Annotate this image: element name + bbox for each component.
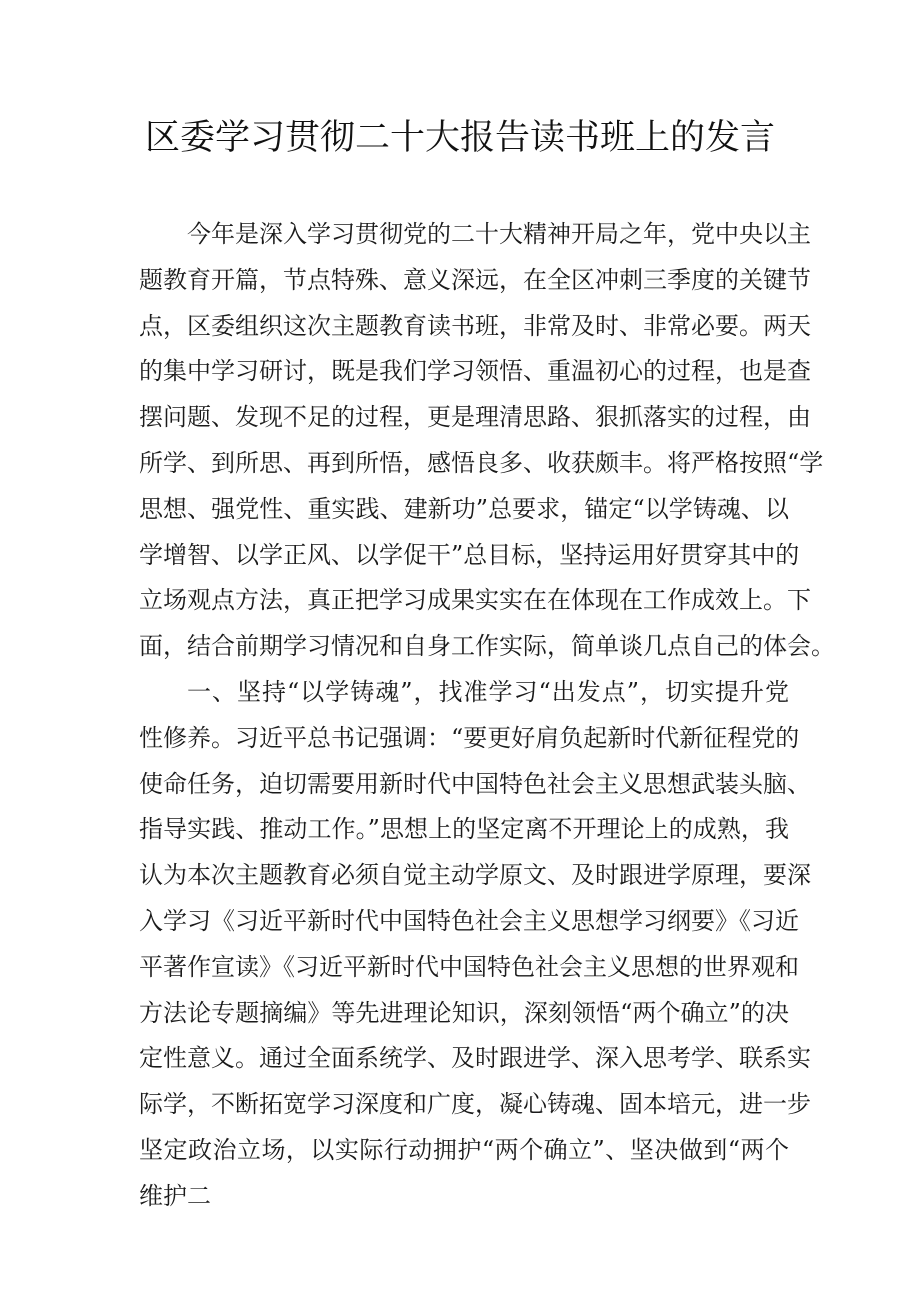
document-title: 区委学习贯彻二十大报告读书班上的发言 [144, 118, 775, 158]
paragraph-line: 使命任务，迫切需要用新时代中国特色社会主义思想武装头脑、 [139, 769, 811, 798]
paragraph-line: 维护二 [139, 1181, 211, 1210]
paragraph-line: 面，结合前期学习情况和自身工作实际，简单谈几点自己的体会。 [139, 632, 835, 661]
paragraph-line: 点，区委组织这次主题教育读书班，非常及时、非常必要。两天 [139, 311, 811, 340]
paragraph-line: 坚定政治立场，以实际行动拥护“两个确立”、坚决做到“两个 [139, 1135, 789, 1164]
paragraph-line: 的集中学习研讨，既是我们学习领悟、重温初心的过程，也是查 [139, 357, 811, 386]
paragraph-line: 性修养。习近平总书记强调：“要更好肩负起新时代新征程党的 [139, 723, 800, 752]
document-body [139, 212, 835, 1220]
paragraph-line: 一、坚持“以学铸魂”，找准学习“出发点”，切实提升党 [187, 677, 789, 706]
paragraph-line: 题教育开篇，节点特殊、意义深远，在全区冲刺三季度的关键节 [139, 265, 811, 294]
paragraph-line: 方法论专题摘编》等先进理论知识，深刻领悟“两个确立”的决 [139, 998, 789, 1027]
paragraph-line: 思想、强党性、重实践、建新功”总要求，锚定“以学铸魂、以 [139, 494, 789, 523]
paragraph-line: 定性意义。通过全面系统学、及时跟进学、深入思考学、联系实 [139, 1044, 811, 1073]
paragraph-line: 立场观点方法，真正把学习成果实实在在体现在工作成效上。下 [139, 586, 811, 615]
paragraph-line: 认为本次主题教育必须自觉主动学原文、及时跟进学原理，要深 [139, 861, 811, 890]
paragraph-line: 所学、到所思、再到所悟，感悟良多、收获颇丰。将严格按照“学 [139, 448, 824, 477]
paragraph-line: 摆问题、发现不足的过程，更是理清思路、狠抓落实的过程，由 [139, 403, 811, 432]
paragraph-line: 今年是深入学习贯彻党的二十大精神开局之年，党中央以主 [187, 220, 811, 248]
paragraph-line: 际学，不断拓宽学习深度和广度，凝心铸魂、固本培元，进一步 [139, 1090, 811, 1119]
paragraph-line: 指导实践、推动工作。”思想上的坚定离不开理论上的成熟，我 [139, 815, 789, 844]
paragraph-line: 学增智、以学正风、以学促干”总目标，坚持运用好贯穿其中的 [139, 540, 800, 569]
paragraph-line: 平著作宣读》《习近平新时代中国特色社会主义思想的世界观和 [139, 952, 799, 981]
paragraph-line: 入学习《习近平新时代中国特色社会主义思想学习纲要》《习近 [139, 906, 799, 935]
